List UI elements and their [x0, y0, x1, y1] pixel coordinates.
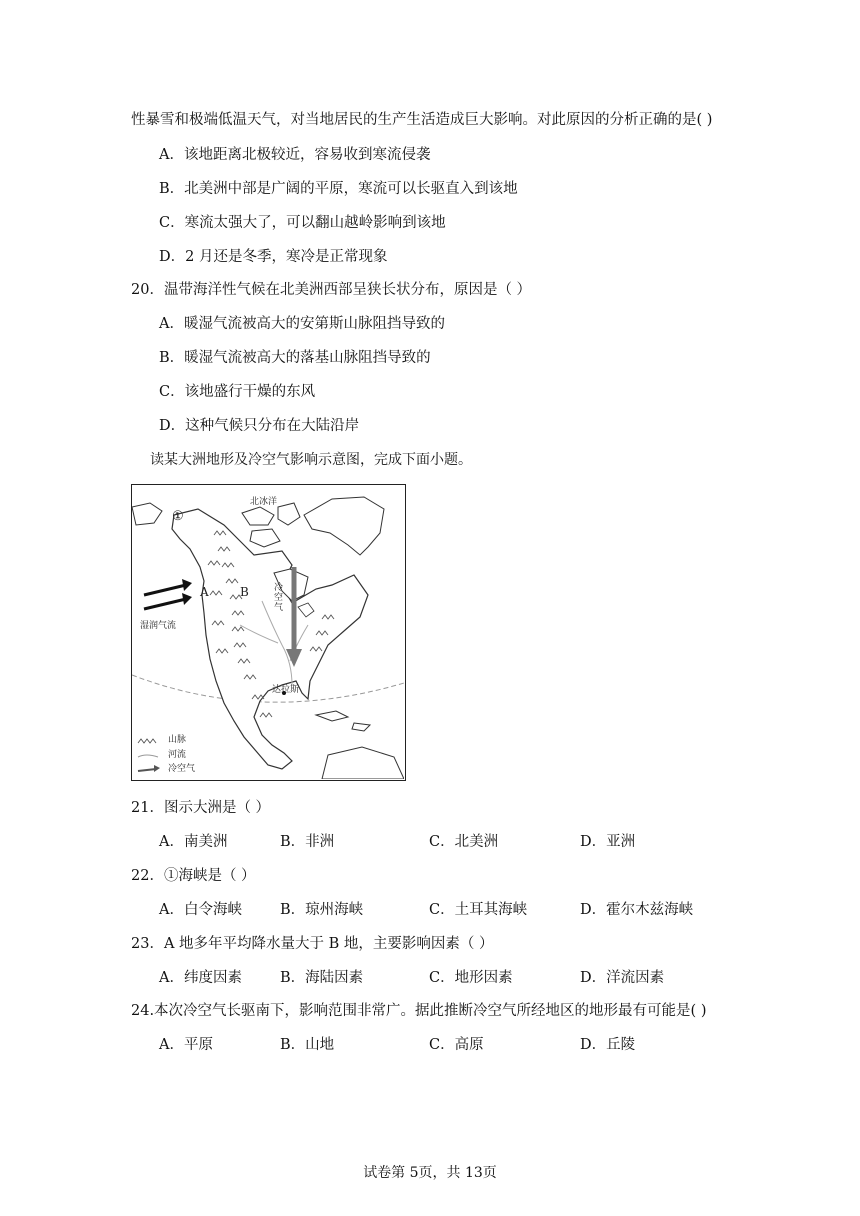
- moist-airflow-arrows: [144, 579, 192, 609]
- q22-option-c: C．土耳其海峡: [429, 902, 528, 918]
- q20-option-c: C．该地盛行干燥的东风: [159, 384, 316, 400]
- q23-option-a: A．纬度因素: [159, 970, 242, 986]
- q21-option-b: B．非洲: [280, 834, 335, 850]
- arctic-island: [278, 503, 300, 525]
- question-21-stem: 21．图示大洲是（ ）: [131, 800, 271, 816]
- strait-marker: ①: [172, 509, 184, 524]
- q20-option-a: A．暖湿气流被高大的安第斯山脉阻挡导致的: [159, 316, 445, 332]
- point-b-label: B: [240, 585, 249, 599]
- legend-mountain-symbol: [138, 739, 156, 743]
- q22-option-a: A．白令海峡: [159, 902, 242, 918]
- q23-option-b: B．海陆因素: [280, 970, 364, 986]
- asia-tip: [132, 503, 162, 525]
- q20-option-d: D．这种气候只分布在大陆沿岸: [159, 418, 360, 434]
- legend-cold-air-arrowhead: [154, 765, 160, 772]
- q21-option-d: D．亚洲: [580, 834, 636, 850]
- legend-cold-air-label: 冷空气: [168, 764, 196, 774]
- caribbean-island: [352, 723, 370, 731]
- continent-outline: [172, 509, 368, 769]
- q22-option-d: D．霍尔木兹海峡: [580, 902, 694, 918]
- legend-rivers-label: 河流: [168, 750, 187, 760]
- point-a-label: A: [200, 585, 209, 599]
- dallas-label: 达拉斯: [272, 685, 300, 695]
- q19-option-a: A．该地距离北极较近，容易收到寒流侵袭: [159, 147, 431, 163]
- q19-option-d: D．2 月还是冬季，寒冷是正常现象: [159, 249, 388, 265]
- reading-prompt: 读某大洲地形及冷空气影响示意图，完成下面小题。: [150, 452, 472, 468]
- arctic-island: [250, 529, 280, 547]
- legend-river-symbol: [138, 755, 158, 757]
- question-19-stem-tail: 性暴雪和极端低温天气，对当地居民的生产生活造成巨大影响。对此原因的分析正确的是( ): [131, 112, 713, 128]
- legend-mountains-label: 山脉: [168, 735, 187, 745]
- q19-option-c: C．寒流太强大了，可以翻山越岭影响到该地: [159, 215, 446, 231]
- q21-option-a: A．南美洲: [159, 834, 228, 850]
- page-footer: 试卷第 5页，共 13页: [363, 1165, 497, 1181]
- question-24-stem: 24.本次冷空气长驱南下，影响范围非常广。据此推断冷空气所经地区的地形最有可能是( ): [131, 1003, 707, 1019]
- question-23-stem: 23．A 地多年平均降水量大于 B 地，主要影响因素（ ）: [131, 936, 494, 952]
- question-20-stem: 20．温带海洋性气候在北美洲西部呈狭长状分布，原因是（ ）: [131, 282, 532, 298]
- arctic-island: [242, 507, 274, 525]
- q24-option-c: C．高原: [429, 1037, 484, 1053]
- question-22-stem: 22．①海峡是（ ）: [131, 868, 256, 884]
- legend-cold-air-symbol: [138, 769, 156, 771]
- caribbean-island: [316, 711, 348, 721]
- q24-option-b: B．山地: [280, 1037, 335, 1053]
- q22-option-b: B．琼州海峡: [280, 902, 364, 918]
- cold-air-map-label: 冷空气: [274, 583, 284, 613]
- q23-option-c: C．地形因素: [429, 970, 513, 986]
- q23-option-d: D．洋流因素: [580, 970, 665, 986]
- q19-option-b: B．北美洲中部是广阔的平原，寒流可以长驱直入到该地: [159, 181, 518, 197]
- south-america-tip: [322, 747, 404, 779]
- q24-option-a: A．平原: [159, 1037, 213, 1053]
- q24-option-d: D．丘陵: [580, 1037, 636, 1053]
- north-america-map-figure: [131, 484, 406, 781]
- q20-option-b: B．暖湿气流被高大的落基山脉阻挡导致的: [159, 350, 431, 366]
- greenland-outline: [304, 497, 384, 555]
- arctic-ocean-label: 北冰洋: [250, 497, 278, 507]
- moist-airflow-label: 湿润气流: [140, 621, 177, 631]
- q21-option-c: C．北美洲: [429, 834, 499, 850]
